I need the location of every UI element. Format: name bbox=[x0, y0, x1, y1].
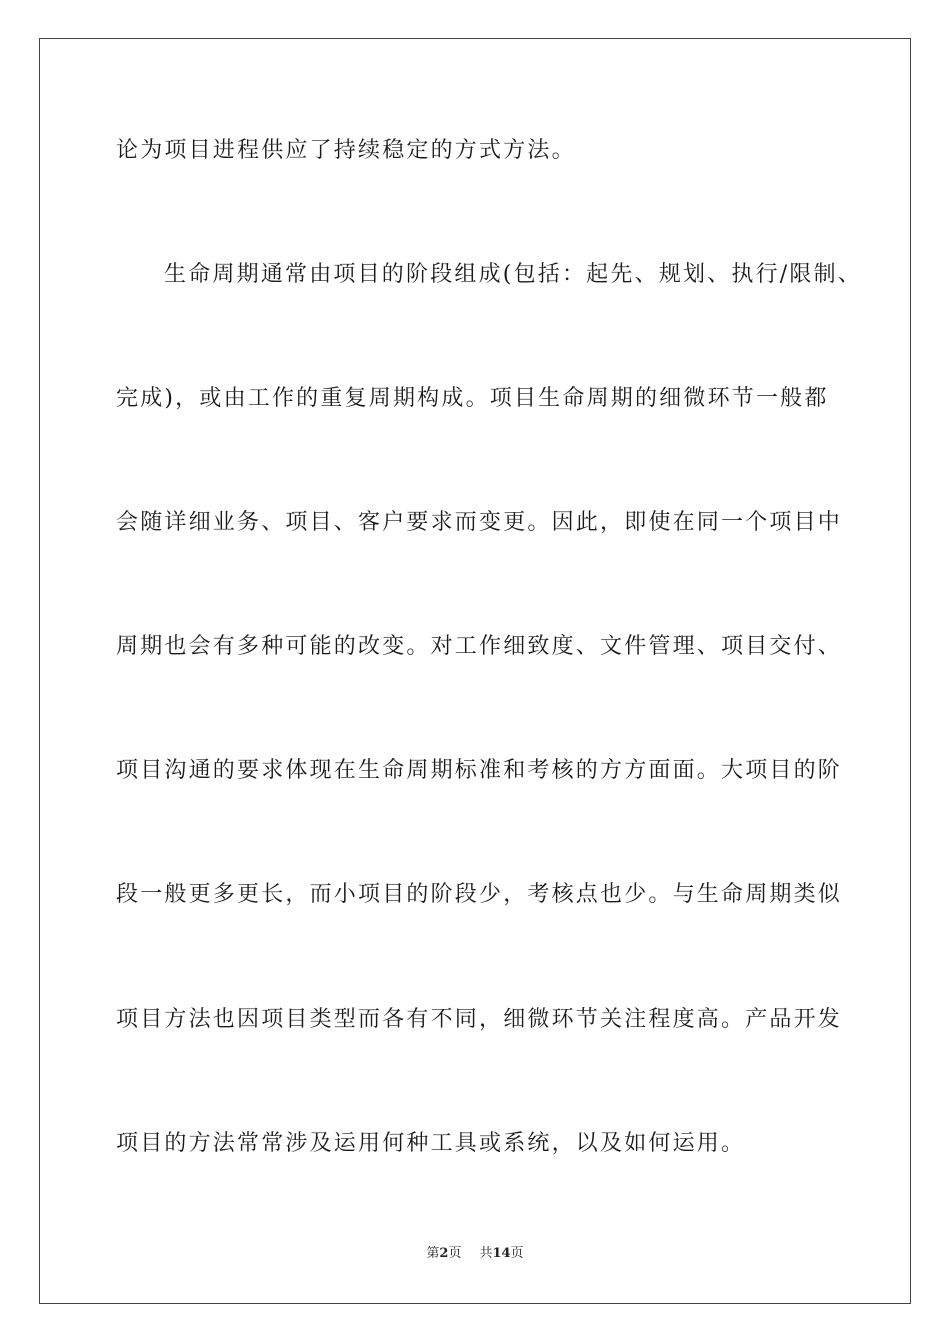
page-label-suffix: 页 bbox=[448, 1246, 462, 1261]
text-line: 项目的方法常常涉及运用何种工具或系统，以及如何运用。 bbox=[116, 1131, 746, 1156]
text-line: 周期也会有多种可能的改变。对工作细致度、文件管理、项目交付、 bbox=[116, 634, 843, 659]
page-number: 2 bbox=[439, 1246, 449, 1261]
page-border bbox=[39, 38, 911, 1304]
text-line: 段一般更多更长，而小项目的阶段少，考核点也少。与生命周期类似 bbox=[116, 882, 843, 907]
text-line: 项目沟通的要求体现在生命周期标准和考核的方方面面。大项目的阶 bbox=[116, 758, 843, 783]
page-footer bbox=[0, 1246, 950, 1262]
text-line: 会随详细业务、项目、客户要求而变更。因此，即使在同一个项目中 bbox=[116, 510, 843, 535]
text-line: 完成)，或由工作的重复周期构成。项目生命周期的细微环节一般都 bbox=[116, 386, 829, 411]
total-label-suffix: 页 bbox=[510, 1246, 524, 1261]
paragraph-first-line: 生命周期通常由项目的阶段组成(包括：起先、规划、执行/限制、 bbox=[164, 262, 862, 287]
text-line: 论为项目进程供应了持续稳定的方式方法。 bbox=[116, 138, 576, 163]
total-pages: 14 bbox=[492, 1246, 511, 1261]
total-label-prefix: 共 bbox=[479, 1246, 493, 1261]
text-line: 项目方法也因项目类型而各有不同，细微环节关注程度高。产品开发 bbox=[116, 1007, 843, 1032]
page-label-prefix: 第 bbox=[426, 1246, 440, 1261]
